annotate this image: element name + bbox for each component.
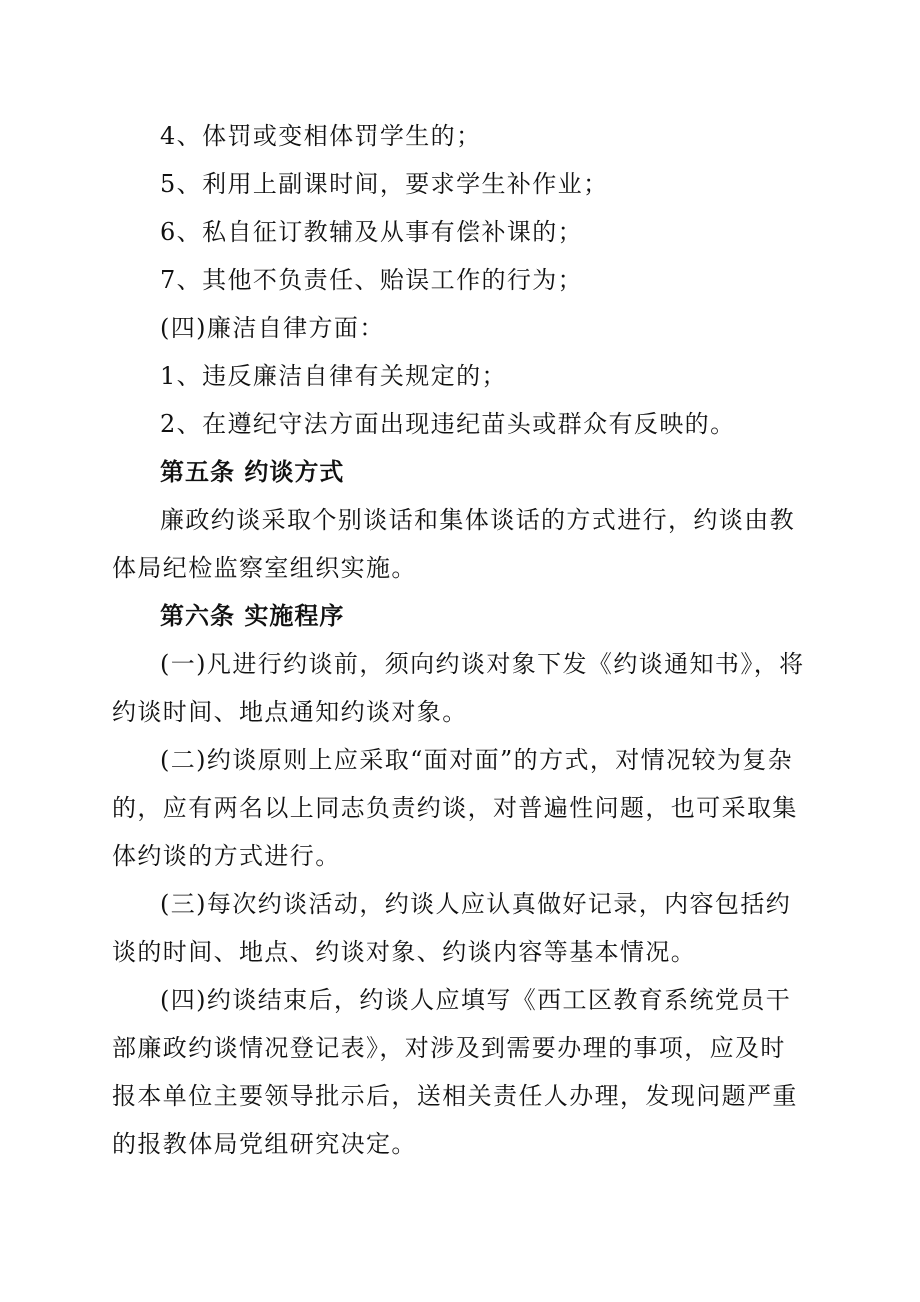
article-6-heading: 第六条 实施程序 [160, 602, 345, 630]
list-item-1: 1、违反廉洁自律有关规定的； [160, 362, 507, 390]
article-5-paragraph: 廉政约谈采取个别谈话和集体谈话的方式进行，约谈由教体局纪检监察室组织实施。 [112, 506, 795, 582]
article-5-heading: 第五条 约谈方式 [160, 458, 345, 486]
list-item-6: 6、私自征订教辅及从事有偿补课的； [160, 218, 584, 246]
list-item-5: 5、利用上副课时间，要求学生补作业； [160, 170, 609, 198]
procedure-step-1: (一)凡进行约谈前，须向约谈对象下发《约谈通知书》，将约谈时间、地点通知约谈对象。 [112, 650, 805, 726]
list-item-2: 2、在遵纪守法方面出现违纪苗头或群众有反映的。 [160, 410, 736, 438]
procedure-step-2: (二)约谈原则上应采取“面对面”的方式，对情况较为复杂的，应有两名以上同志负责约谈，对普遍性问题，也可采取集体约谈的方式进行。 [112, 746, 798, 870]
list-item-4: 4、体罚或变相体罚学生的； [160, 122, 482, 150]
list-item-7: 7、其他不负责任、贻误工作的行为； [160, 266, 584, 294]
document-body [112, 112, 808, 1168]
procedure-step-4: (四)约谈结束后，约谈人应填写《西工区教育系统党员干部廉政约谈情况登记表》，对涉及到需要办理的事项，应及时报本单位主要领导批示后，送相关责任人办理，发现问题严重的报教体局党组研究决定。 [112, 986, 798, 1158]
procedure-step-3: (三)每次约谈活动，约谈人应认真做好记录，内容包括约谈的时间、地点、约谈对象、约谈内容等基本情况。 [112, 890, 792, 966]
section-clean-self-discipline: (四)廉洁自律方面： [160, 314, 385, 342]
